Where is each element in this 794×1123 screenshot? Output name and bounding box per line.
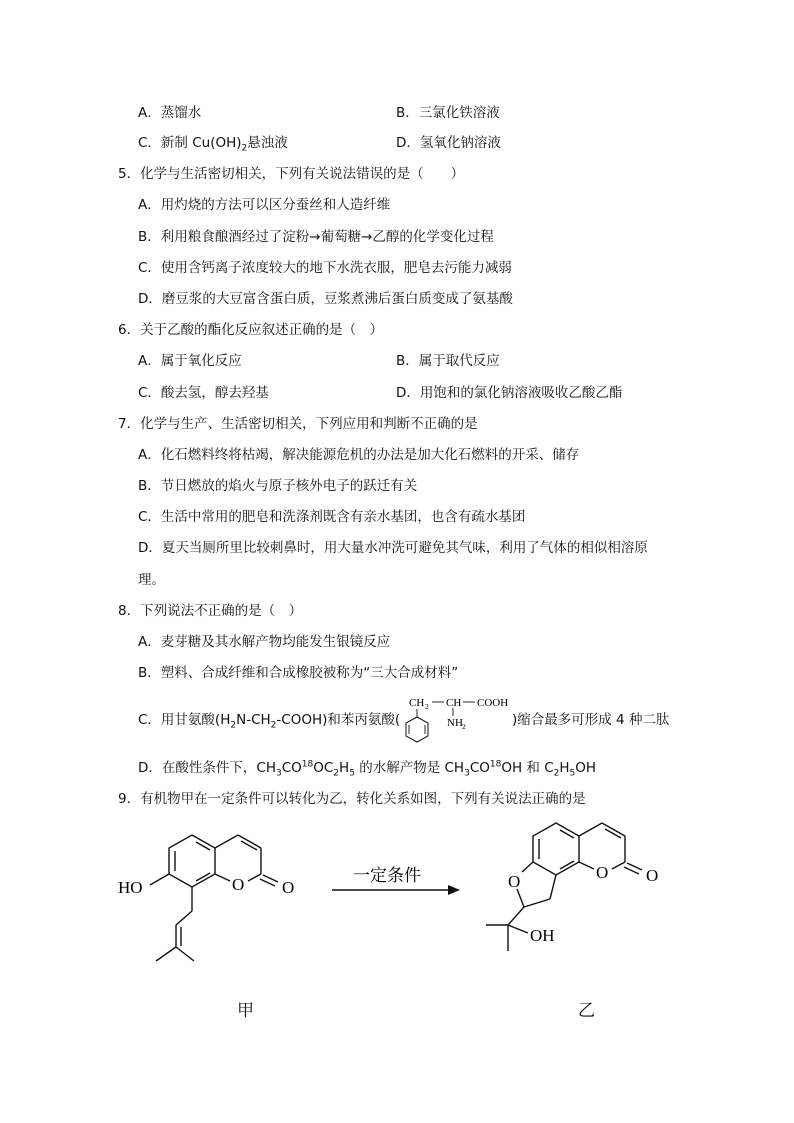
q4-option-a: A．蒸馏水 bbox=[138, 105, 202, 121]
right-carbonyl-o-label: O bbox=[646, 866, 659, 885]
reaction-condition-label: 一定条件 bbox=[353, 866, 421, 885]
q8-option-c-tail: )缩合最多可形成 4 种二肽 bbox=[512, 712, 670, 728]
q8-option-b: B．塑料、合成纤维和合成橡胶被称为“三大合成材料” bbox=[138, 665, 459, 681]
q7-option-a: A．化石燃料终将枯竭，解决能源危机的办法是加大化石燃料的开采、储存 bbox=[138, 447, 580, 463]
right-ring-o-label: O bbox=[596, 863, 609, 882]
q6-option-b: B．属于取代反应 bbox=[396, 353, 500, 369]
right-furan-o-label: O bbox=[508, 872, 521, 891]
q5-option-a: A．用灼烧的方法可以区分蚕丝和人造纤维 bbox=[138, 197, 391, 213]
q8-option-c: C．用甘氨酸$(H_2N-CH_2-COOH)$和苯丙氨酸( bbox=[138, 712, 401, 731]
left-carbonyl-o-label: O bbox=[282, 878, 295, 897]
q8-option-a: A．麦芽糖及其水解产物均能发生银镜反应 bbox=[138, 634, 391, 650]
q7-option-d-continuation: 理。 bbox=[138, 572, 165, 588]
q5-option-c: C．使用含钙离子浓度较大的地下水洗衣服，肥皂去污能力减弱 bbox=[138, 260, 512, 276]
q7-option-b: B．节日燃放的焰火与原子核外电子的跃迁有关 bbox=[138, 478, 418, 494]
q6-option-c: C．酸去氢，醇去羟基 bbox=[138, 385, 269, 401]
right-oh-label: OH bbox=[530, 926, 555, 945]
q8-stem: 8．下列说法不正确的是（ ） bbox=[118, 603, 303, 619]
q6-option-d: D．用饱和的氯化钠溶液吸收乙酸乙酯 bbox=[396, 385, 623, 401]
q5-option-d: D．磨豆浆的大豆富含蛋白质，豆浆煮沸后蛋白质变成了氨基酸 bbox=[138, 291, 513, 307]
q6-stem: 6．关于乙酸的酯化反应叙述正确的是（ ） bbox=[118, 322, 384, 338]
struct-ch2-sub: 2 bbox=[425, 702, 429, 711]
q8-option-d: D．在酸性条件下，$CH_3CO^{18}OC_2H_5$ 的水解产物是 $CH_3CO^{18}OH$ 和 $C_2H_5OH$ bbox=[138, 759, 597, 779]
caption-jia: 甲 bbox=[237, 1001, 254, 1021]
q7-stem: 7．化学与生产、生活密切相关，下列应用和判断不正确的是 bbox=[118, 416, 478, 432]
reaction-scheme bbox=[110, 815, 690, 995]
reaction-arrow-head bbox=[448, 885, 460, 895]
struct-ch-label: CH bbox=[446, 697, 462, 709]
caption-yi: 乙 bbox=[578, 1001, 595, 1021]
phenylalanine-structure bbox=[395, 690, 515, 746]
left-ring-o-label: O bbox=[232, 875, 245, 894]
struct-ch2-label: CH bbox=[409, 697, 425, 709]
q6-option-a: A．属于氧化反应 bbox=[138, 353, 242, 369]
q4-option-c: C．新制 $Cu(OH)_2$悬浊液 bbox=[138, 135, 288, 154]
q4-option-d: D．氢氧化钠溶液 bbox=[396, 135, 501, 151]
left-ho-label: HO bbox=[118, 878, 143, 897]
q7-option-d: D．夏天当厕所里比较刺鼻时，用大量水冲洗可避免其气味，利用了气体的相似相溶原 bbox=[138, 540, 648, 556]
q5-option-b: B．利用粮食酿酒经过了淀粉→葡萄糖→乙醇的化学变化过程 bbox=[138, 229, 494, 245]
compound-jia-structure bbox=[150, 835, 278, 961]
struct-cooh-label: COOH bbox=[477, 697, 509, 709]
struct-nh2-label: NH bbox=[447, 717, 463, 729]
q7-option-c: C．生活中常用的肥皂和洗涤剂既含有亲水基团，也含有疏水基团 bbox=[138, 509, 526, 525]
q4-option-b: B．三氯化铁溶液 bbox=[396, 105, 500, 121]
q5-stem: 5．化学与生活密切相关，下列有关说法错误的是（ ） bbox=[118, 166, 465, 182]
struct-nh2-sub: 2 bbox=[462, 722, 466, 731]
q9-stem: 9．有机物甲在一定条件可以转化为乙，转化关系如图，下列有关说法正确的是 bbox=[118, 791, 586, 807]
